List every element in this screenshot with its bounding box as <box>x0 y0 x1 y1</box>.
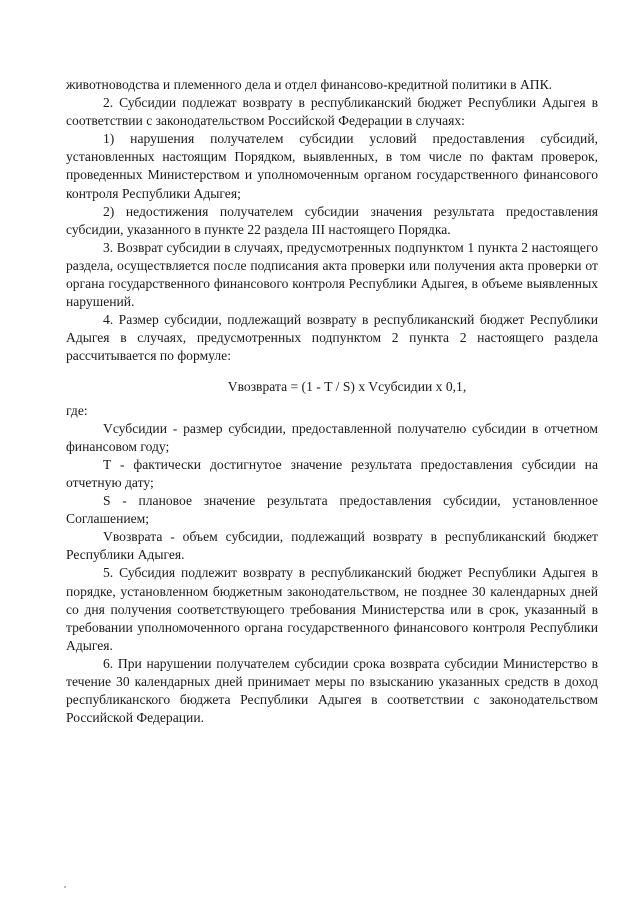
scan-speck <box>64 886 66 888</box>
definition-v-subsidy: Vсубсидии - размер субсидии, предоставленной получателю субсидии в отчетном финансовом году; <box>66 420 598 454</box>
definition-s: S - плановое значение результата предоставления субсидии, установленное Соглашением; <box>66 493 598 527</box>
paragraph-continuation: животноводства и племенного дела и отдел финансово-кредитной политики в АПК. <box>66 77 553 92</box>
paragraph-item-3: 3. Возврат субсидии в случаях, предусмотренных подпунктом 1 пункта 2 настоящего раздела, осуществляется после подписания акта проверки или получения акта проверки от органа государственного финансового контроля Республики Адыгея, в объеме выявленных нарушений. <box>66 239 598 310</box>
document-body <box>66 76 598 727</box>
paragraph-item-5: 5. Субсидия подлежит возврату в республиканский бюджет Республики Адыгея в порядке, установленном бюджетным законодательством, не позднее 30 календарных дней со дня получения соответствующего требования Министерства или в срок, указанный в требовании уполномоченного органа государственного финансового контроля Республики Адыгея. <box>66 565 598 653</box>
definition-v-return: Vвозврата - объем субсидии, подлежащий возврату в республиканский бюджет Республики Адыгея. <box>66 529 598 563</box>
paragraph-subitem-1: 1) нарушения получателем субсидии условий предоставления субсидий, установленных настоящим Порядком, выявленных, в том числе по фактам проверок, проведенных Министерством и уполномоченным органом государственного финансового контроля Республики Адыгея; <box>66 131 598 201</box>
paragraph-item-2: 2. Субсидии подлежат возврату в республиканский бюджет Республики Адыгея в соответствии с законодательством Российской Федерации в случаях: <box>66 95 598 129</box>
formula: Vвозврата = (1 - T / S) x Vсубсидии x 0,1, <box>227 378 467 394</box>
paragraph-subitem-2: 2) недостижения получателем субсидии значения результата предоставления субсидии, указанного в пункте 22 раздела III настоящего Порядка. <box>66 203 598 237</box>
definition-t: T - фактически достигнутое значение результата предоставления субсидии на отчетную дату; <box>66 456 598 490</box>
paragraph-item-6: 6. При нарушении получателем субсидии срока возврата субсидии Министерство в течение 30 календарных дней принимает меры по взысканию указанных средств в доход республиканского бюджета Республики Адыгея в соответствии с законодательством Российской Федерации. <box>66 655 598 726</box>
formula-where-label: где: <box>66 402 88 418</box>
paragraph-item-4: 4. Размер субсидии, подлежащий возврату в республиканский бюджет Республики Адыгея в случаях, предусмотренных подпунктом 2 пункта 2 настоящего раздела рассчитывается по формуле: <box>66 312 598 364</box>
